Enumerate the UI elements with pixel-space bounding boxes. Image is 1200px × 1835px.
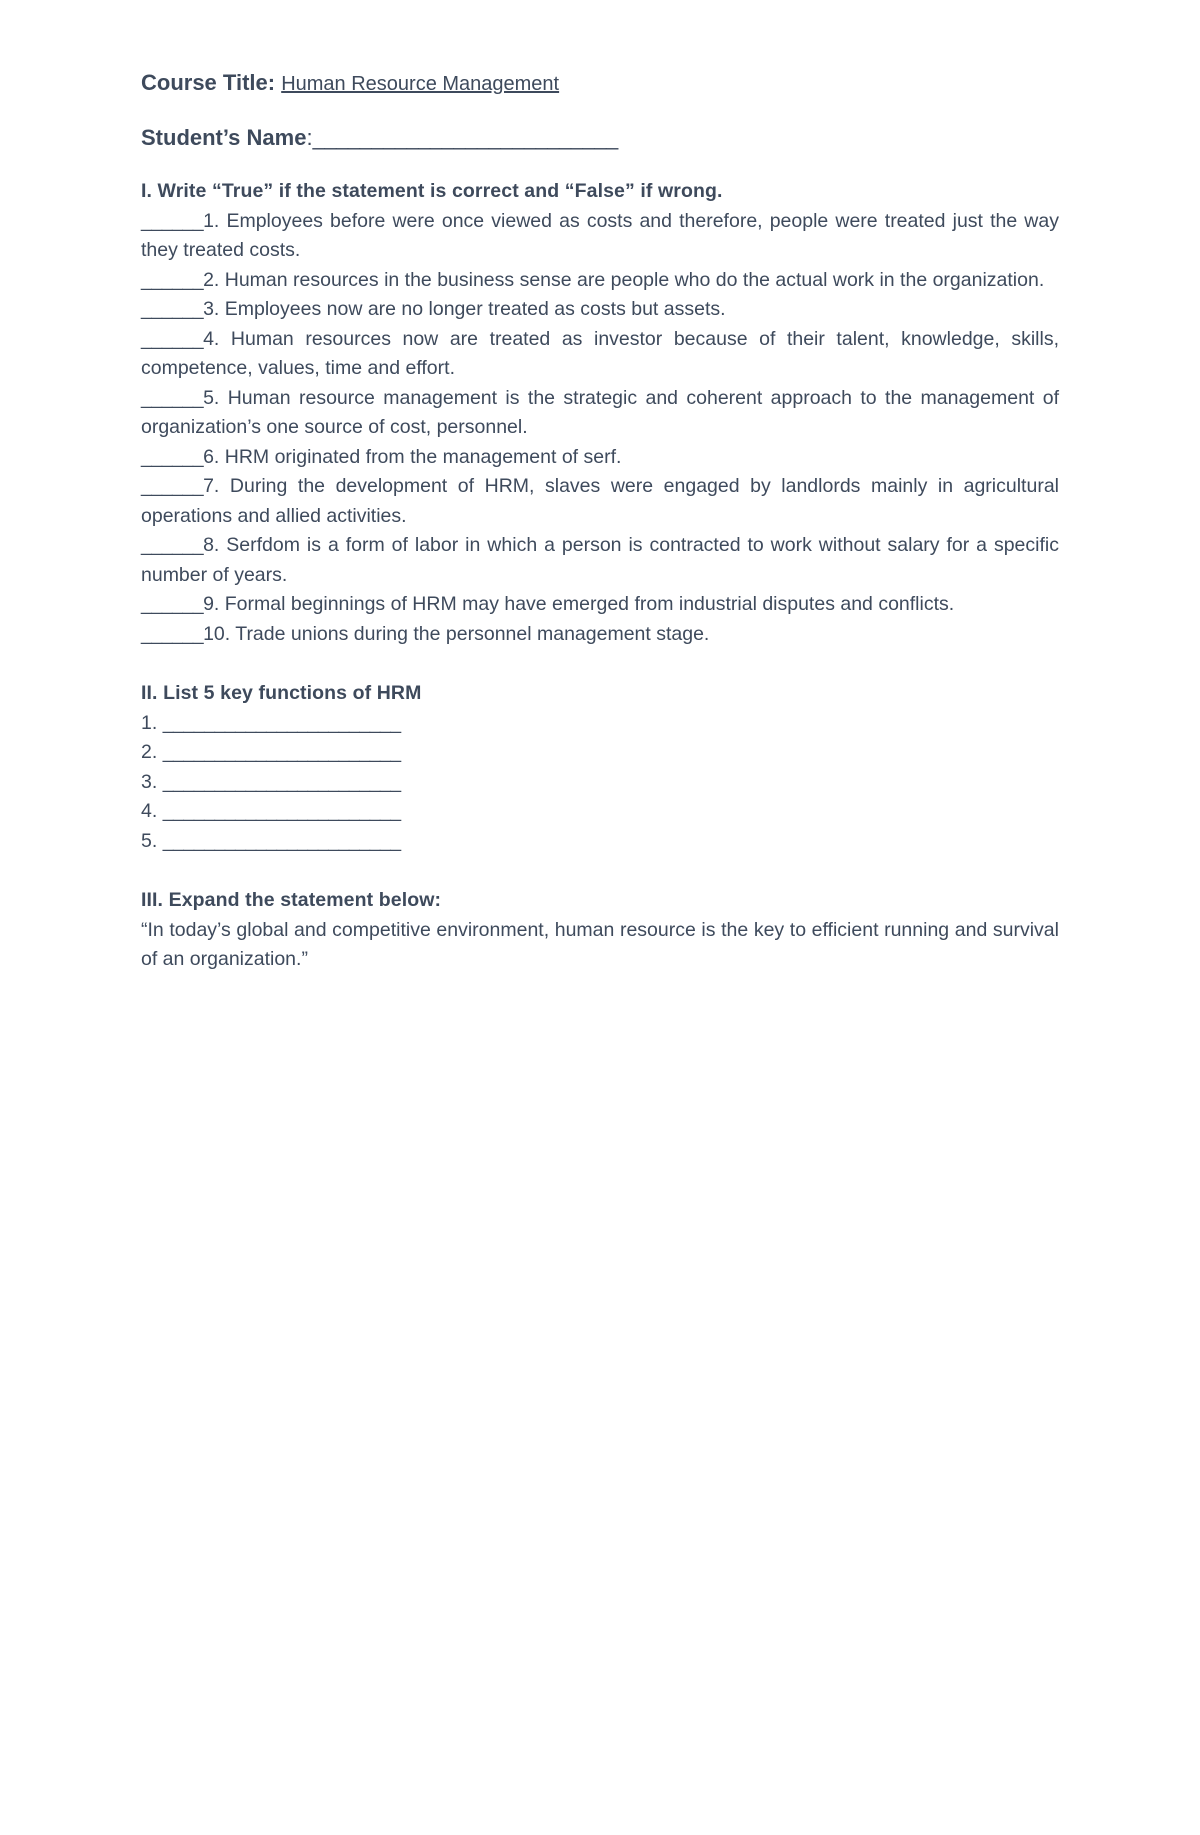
list-item xyxy=(141,797,1059,827)
statement-text: 10. Trade unions during the personnel management stage. xyxy=(203,622,710,645)
student-name-blank: __________________________ xyxy=(312,125,618,150)
list-item xyxy=(141,738,1059,768)
true-false-item xyxy=(141,443,1059,473)
list-blank: _______________________ xyxy=(162,800,401,822)
list-number: 3. xyxy=(141,770,158,793)
list-blank: _______________________ xyxy=(162,711,401,734)
list-number: 2. xyxy=(141,741,158,763)
student-name-label: Student’s Name xyxy=(141,125,307,150)
list-blank: _______________________ xyxy=(162,770,401,793)
list-item xyxy=(141,827,1059,857)
list-blank: _______________________ xyxy=(162,829,401,852)
true-false-item xyxy=(141,531,1059,590)
statement-text: 3. Employees now are no longer treated as costs but assets. xyxy=(203,298,726,320)
answer-blank: ______ xyxy=(141,386,204,409)
list-number: 1. xyxy=(141,711,158,734)
statement-text: 6. HRM originated from the management of serf. xyxy=(203,445,622,468)
answer-blank: ______ xyxy=(141,475,204,497)
answer-blank: ______ xyxy=(141,534,204,556)
answer-blank: ______ xyxy=(141,268,204,291)
course-title-label: Course Title: xyxy=(141,70,276,95)
statement-text: 5. Human resource management is the strategic and coherent approach to the management of organization’s one source of cost, personnel. xyxy=(141,386,1059,438)
list-item xyxy=(141,768,1059,798)
answer-blank: ______ xyxy=(141,445,204,468)
true-false-item xyxy=(141,325,1059,384)
answer-blank: ______ xyxy=(141,209,204,232)
course-title-value: Human Resource Management xyxy=(281,73,560,95)
true-false-list xyxy=(141,207,1059,650)
answer-blank: ______ xyxy=(141,593,204,615)
statement-text: 8. Serfdom is a form of labor in which a person is contracted to work without salary for a specific number of years. xyxy=(141,534,1059,586)
section-3-heading: III. Expand the statement below: xyxy=(141,889,442,911)
statement-text: 9. Formal beginnings of HRM may have emerged from industrial disputes and conflicts. xyxy=(203,593,955,615)
answer-blank: ______ xyxy=(141,298,204,320)
true-false-item xyxy=(141,620,1059,650)
statement-text: 2. Human resources in the business sense are people who do the actual work in the organization. xyxy=(203,268,1045,291)
statement-text: 7. During the development of HRM, slaves were engaged by landlords mainly in agricultural operations and allied activities. xyxy=(141,475,1059,527)
true-false-item xyxy=(141,472,1059,531)
true-false-item xyxy=(141,590,1059,620)
course-title-line xyxy=(141,68,1059,99)
student-name-line xyxy=(141,123,1059,153)
answer-blank: ______ xyxy=(141,622,204,645)
student-name-colon: : xyxy=(306,125,313,150)
list-number: 4. xyxy=(141,800,158,822)
true-false-item xyxy=(141,266,1059,296)
section-2-heading: II. List 5 key functions of HRM xyxy=(141,682,422,704)
true-false-item xyxy=(141,384,1059,443)
worksheet-page xyxy=(141,68,1059,975)
statement-text: 1. Employees before were once viewed as costs and therefore, people were treated just the way they treated costs. xyxy=(141,209,1059,261)
list-number: 5. xyxy=(141,829,158,852)
list-blank: _______________________ xyxy=(162,741,401,763)
statement-text: 4. Human resources now are treated as investor because of their talent, knowledge, skills, competence, values, time and effort. xyxy=(141,327,1059,379)
answer-blank: ______ xyxy=(141,327,204,350)
section-1-heading: I. Write “True” if the statement is correct and “False” if wrong. xyxy=(141,180,723,202)
hrm-functions-list xyxy=(141,709,1059,857)
list-item xyxy=(141,709,1059,739)
true-false-item xyxy=(141,207,1059,266)
true-false-item xyxy=(141,295,1059,325)
expand-statement-quote: “In today’s global and competitive environment, human resource is the key to efficient running and survival of an organization.” xyxy=(141,918,1059,970)
